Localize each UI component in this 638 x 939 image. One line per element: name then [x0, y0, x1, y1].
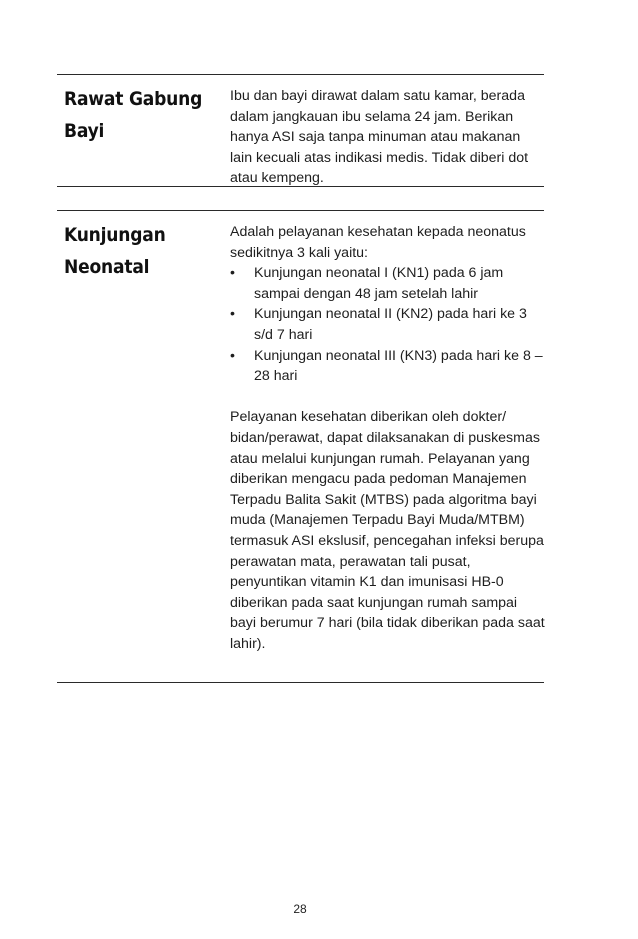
- section-top-rule: [57, 74, 544, 75]
- list-item-text: Kunjungan neonatal III (KN3) pada hari ke 8 – 28 hari: [254, 347, 543, 385]
- section-bottom-rule: [57, 682, 544, 683]
- section-term: Kunjungan Neonatal: [64, 224, 166, 278]
- section-paragraph: Ibu dan bayi dirawat dalam satu kamar, berada dalam jangkauan ibu selama 24 jam. Berikan hanya ASI saja tanpa minuman atau makanan lain kecuali atas indikasi medis. Tidak diberi dot atau kempeng.: [230, 88, 529, 187]
- bullet-icon: •: [230, 306, 235, 323]
- section-body: [230, 86, 546, 189]
- section-intro: Adalah pelayanan kesehatan kepada neonatus sedikitnya 3 kali yaitu:: [230, 224, 526, 261]
- list-item-text: Kunjungan neonatal II (KN2) pada hari ke 3 s/d 7 hari: [254, 306, 527, 343]
- page-number: 28: [293, 902, 307, 916]
- list-item: [230, 304, 546, 345]
- section-paragraph: Pelayanan kesehatan diberikan oleh dokter/ bidan/perawat, dapat dilaksanakan di puskesmas atau melalui kunjungan rumah. Pelayanan yang diberikan mengacu pada pedoman Manajemen Terpadu Balita Sakit (MTBS) pada algoritma bayi muda (Manajemen Terpadu Bayi Muda/MTBM) termasuk ASI ekslusif, pencegahan infeksi berupa perawatan mata, perawatan tali pusat, penyuntikan vitamin K1 dan imunisasi HB-0 diberikan pada saat kunjungan rumah sampai bayi berumur 7 hari (bila tidak diberikan pada saat lahir).: [230, 409, 545, 652]
- bullet-icon: •: [230, 265, 235, 282]
- section-term: Rawat Gabung Bayi: [64, 88, 203, 142]
- list-item: [230, 263, 546, 304]
- section-bottom-rule: [57, 186, 544, 187]
- section-body: [230, 222, 546, 654]
- bullet-list: [230, 263, 546, 387]
- bullet-icon: •: [230, 347, 235, 364]
- list-item: [230, 346, 546, 387]
- list-item-text: Kunjungan neonatal I (KN1) pada 6 jam sampai dengan 48 jam setelah lahir: [254, 265, 504, 302]
- section-top-rule: [57, 210, 544, 211]
